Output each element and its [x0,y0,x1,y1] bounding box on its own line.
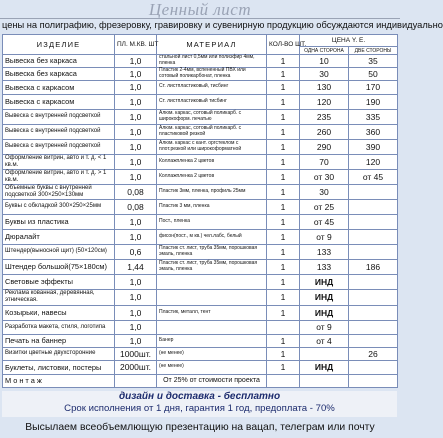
material-cell: (не менее) [157,347,267,360]
price-one-cell: ИНД [300,360,349,374]
item-name: Вывеска с внутренней подсветкой [3,139,115,154]
price-two-cell [349,214,398,229]
price-one-cell: 133 [300,244,349,259]
price-one-cell: 260 [300,124,349,139]
table-row [3,94,398,109]
material-cell: фиcoн(пост., м кв.) чел.лабс, белый [157,229,267,244]
item-name: Оформление витрин, авто и т. д. > 1 кв.м. [3,169,115,184]
qty-cell: 1 [267,154,300,169]
item-name: Штендер(выносной щит) (50×120см) [3,244,115,259]
table-row [3,199,398,214]
material-cell: Пластик 2-4мм, вспененный ПВХ или сотовый поликарбонат, пленка [157,67,267,80]
item-name: Монтаж [3,374,115,387]
price-one-cell: 133 [300,259,349,274]
item-name: Оформление витрин, авто и т. д. < 1 кв.м. [3,154,115,169]
unit-cell: 0,08 [115,199,157,214]
material-cell: Алюм. каркас с кант. оргстеклом с плот.резкой или широкоформатной [157,139,267,154]
price-two-cell: 390 [349,139,398,154]
price-two-cell: 35 [349,55,398,68]
column-header-material: МАТЕРИАЛ [157,35,267,55]
table-row [3,80,398,94]
material-cell: Алюм. каркас, сотовый поликарб. с широкоформ. печатью [157,109,267,124]
unit-cell: 0,6 [115,244,157,259]
table-row [3,289,398,305]
table-row [3,229,398,244]
qty-cell: 1 [267,305,300,320]
price-one-cell: от 25 [300,199,349,214]
price-two-cell [349,305,398,320]
item-name: Дюралайт [3,229,115,244]
table-row [3,347,398,360]
unit-cell: 1,0 [115,124,157,139]
qty-cell: 1 [267,334,300,347]
unit-cell: 1000шт. [115,347,157,360]
material-cell: Пост., пленка [157,214,267,229]
price-one-cell: 120 [300,94,349,109]
item-name: Вывеска с каркасом [3,80,115,94]
table-row [3,154,398,169]
table-row [3,320,398,334]
table-row [3,67,398,80]
price-two-cell [349,184,398,199]
price-table [2,34,398,388]
qty-cell: 1 [267,244,300,259]
unit-cell: 1,0 [115,334,157,347]
table-row [3,305,398,320]
material-cell: Пластик 3мм, пленка, профиль 25мм [157,184,267,199]
qty-cell: 1 [267,55,300,68]
material-cell: Пластик ст. лист, труба 35мм, порошковая эмаль, пленка [157,259,267,274]
qty-cell: 1 [267,274,300,289]
unit-cell: 1,0 [115,274,157,289]
qty-cell: 1 [267,199,300,214]
item-name: Вывеска с внутренней подсветкой [3,109,115,124]
material-cell: Ст. листпластиковый тисбинг [157,94,267,109]
unit-cell: 1,0 [115,320,157,334]
qty-cell [267,374,300,387]
price-two-cell [349,289,398,305]
item-name: Козырьки, навесы [3,305,115,320]
item-name: Вывеска без каркаса [3,67,115,80]
table-row [3,169,398,184]
price-two-cell: 190 [349,94,398,109]
item-name: Штендер большой(75×180см) [3,259,115,274]
price-one-cell [300,374,349,387]
qty-cell: 1 [267,347,300,360]
page-title: Ценный лист [148,0,252,19]
unit-cell: 1,0 [115,94,157,109]
price-one-cell: от 4 [300,334,349,347]
unit-cell: 1,0 [115,289,157,305]
table-row [3,360,398,374]
price-two-cell: 170 [349,80,398,94]
column-header-item: ИЗДЕЛИЕ [3,35,115,55]
qty-cell: 1 [267,229,300,244]
price-two-cell: 360 [349,124,398,139]
material-cell: Алюм. каркас, сотовый поликарб. с пластиковой резкой [157,124,267,139]
item-name: Визитки цветные двухсторонние [3,347,115,360]
terms-text: Срок исполнения от 1 дня, гарантия 1 год, предоплата - 70% [64,403,335,414]
qty-cell: 1 [267,360,300,374]
table-row [3,244,398,259]
column-header-price-two: ДВЕ СТОРОНЫ [349,47,398,55]
column-header-price-one: ОДНА СТОРОНА [300,47,349,55]
item-name: Буклеты, листовки, постеры [3,360,115,374]
promo-text: дизайн и доставка - бесплатно [118,391,281,402]
price-one-cell: ИНД [300,305,349,320]
qty-cell [267,320,300,334]
material-cell: Ст. листпластиковый, тисбинг [157,80,267,94]
item-name: Реклама кованная, деревянная, этническая. [3,289,115,305]
price-one-cell: ИНД [300,274,349,289]
item-name: Вывеска без каркаса [3,55,115,68]
material-cell: Коллажпленка 2 цветов [157,154,267,169]
pricing-note: цены на полиграфию, фрезеровку, гравировку и сувенирную продукцию обсуждаются индивидуально [2,20,443,30]
item-name: Буквы из пластика [3,214,115,229]
unit-cell: 1,0 [115,169,157,184]
price-two-cell [349,374,398,387]
price-one-cell: 10 [300,55,349,68]
item-name: Буквы с обкладкой 300×250×25мм [3,199,115,214]
table-row [3,214,398,229]
unit-cell: 1,0 [115,67,157,80]
unit-cell: 1,0 [115,55,157,68]
unit-cell: 1,0 [115,109,157,124]
material-cell: (не менее) [157,360,267,374]
unit-cell: 2000шт. [115,360,157,374]
material-cell: Банер [157,334,267,347]
material-cell: От 25% от стоимости проекта [157,374,267,387]
price-one-cell: от 9 [300,229,349,244]
price-one-cell: от 9 [300,320,349,334]
unit-cell: 0,08 [115,184,157,199]
column-header-price: ЦЕНА Y. E. [300,35,398,47]
qty-cell: 1 [267,80,300,94]
material-cell [157,289,267,305]
qty-cell: 1 [267,169,300,184]
price-one-cell [300,347,349,360]
price-two-cell: 50 [349,67,398,80]
price-table-body [3,55,398,388]
price-two-cell [349,274,398,289]
qty-cell: 1 [267,214,300,229]
unit-cell: 1,0 [115,305,157,320]
material-cell [157,320,267,334]
price-one-cell: 290 [300,139,349,154]
item-name: Вывеска с каркасом [3,94,115,109]
price-one-cell: 30 [300,67,349,80]
item-name: Вывеска с внутренней подсветкой [3,124,115,139]
qty-cell: 1 [267,289,300,305]
qty-cell: 1 [267,109,300,124]
price-two-cell: от 45 [349,169,398,184]
unit-cell: 1,0 [115,154,157,169]
price-one-cell: ИНД [300,289,349,305]
price-two-cell: 26 [349,347,398,360]
price-two-cell: 186 [349,259,398,274]
table-row [3,55,398,68]
qty-cell: 1 [267,67,300,80]
material-cell: Пластик ст. лист, труба 35мм, порошковая эмаль, пленка [157,244,267,259]
material-cell: стальной лист 0,5мм или полиэфир 4мм, пленка [157,55,267,68]
price-one-cell: от 30 [300,169,349,184]
price-one-cell: от 45 [300,214,349,229]
table-row [3,109,398,124]
table-row [3,274,398,289]
price-one-cell: 130 [300,80,349,94]
price-two-cell: 335 [349,109,398,124]
bottom-note: Высылаем всеобъемлющую презентацию на вацап, телеграм или почту [25,422,375,433]
unit-cell: 1,44 [115,259,157,274]
item-name: Световые эффекты [3,274,115,289]
price-two-cell [349,360,398,374]
unit-cell: 1,0 [115,80,157,94]
column-header-unit: ПЛ. М.КВ. ШТ [115,35,157,55]
material-cell [157,274,267,289]
footer-band [2,391,397,417]
table-row [3,124,398,139]
unit-cell: 1,0 [115,214,157,229]
price-one-cell: 30 [300,184,349,199]
table-row [3,139,398,154]
item-name: Печать на баннер [3,334,115,347]
item-name: Разработка макета, стиля, логотипа [3,320,115,334]
material-cell: Пластик 3 мм, пленка [157,199,267,214]
qty-cell: 1 [267,94,300,109]
item-name: Объемные буквы с внутренней подсветкой 300×250×130мм [3,184,115,199]
unit-cell [115,374,157,387]
qty-cell: 1 [267,259,300,274]
price-one-cell: 70 [300,154,349,169]
price-one-cell: 235 [300,109,349,124]
price-two-cell: 120 [349,154,398,169]
qty-cell: 1 [267,139,300,154]
table-row [3,334,398,347]
price-two-cell [349,320,398,334]
material-cell: Пластик, металл, тент [157,305,267,320]
table-row [3,184,398,199]
table-row [3,259,398,274]
qty-cell: 1 [267,184,300,199]
unit-cell: 1,0 [115,229,157,244]
unit-cell: 1,0 [115,139,157,154]
price-two-cell [349,199,398,214]
material-cell: Коллажпленка 2 цветов [157,169,267,184]
qty-cell: 1 [267,124,300,139]
column-header-qty: КОЛ-ВО ШТ. [267,35,300,55]
price-two-cell [349,334,398,347]
price-two-cell [349,244,398,259]
price-two-cell [349,229,398,244]
table-row [3,374,398,387]
